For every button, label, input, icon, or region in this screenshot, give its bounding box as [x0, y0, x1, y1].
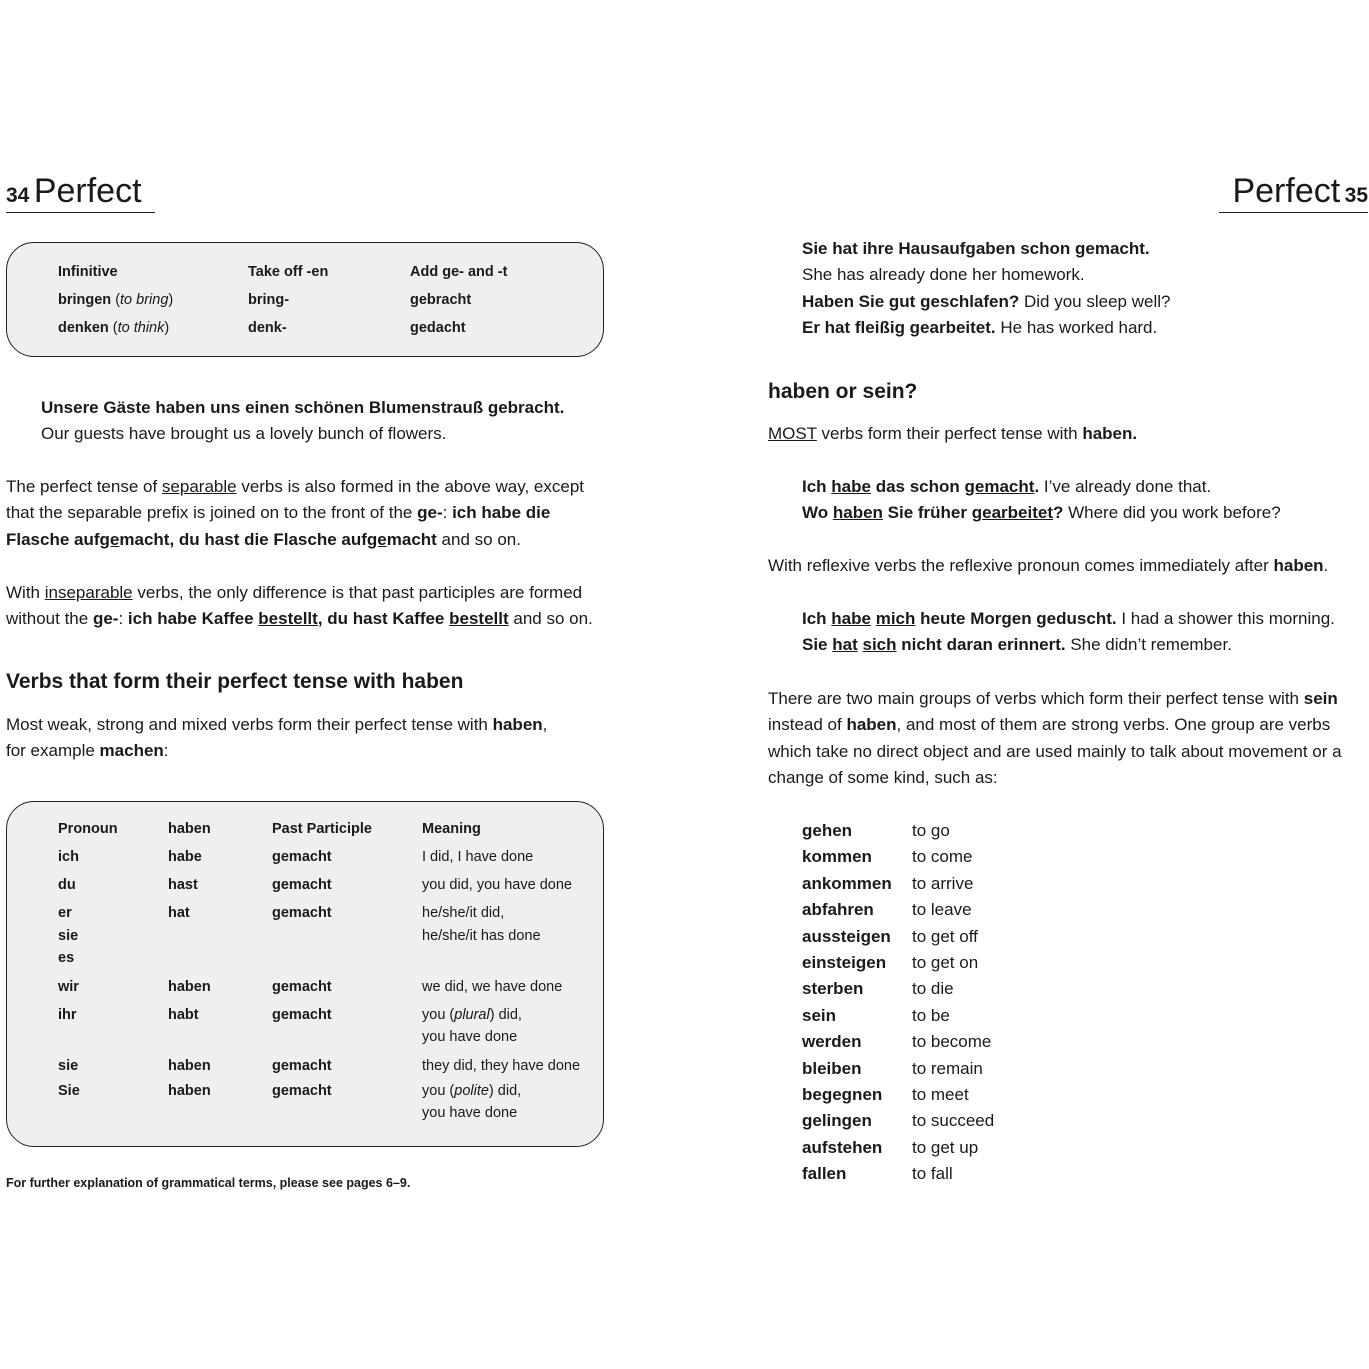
- table-row: du hast gemacht you did, you have done: [58, 877, 572, 893]
- example-german: Er hat fleißig gearbeitet.: [802, 318, 996, 338]
- table-row: denken (to think) denk- gedacht: [58, 314, 507, 342]
- table-row: ich habe gemacht I did, I have done: [58, 849, 534, 865]
- table-header: Add ge- and -t: [410, 264, 508, 280]
- example-line: Ich habe das schon gemacht. I’ve already done that.: [802, 477, 1212, 496]
- list-item: ankommen to arrive: [802, 873, 974, 893]
- table-header: Infinitive: [58, 264, 118, 280]
- infinitive: denken: [58, 320, 109, 336]
- list-item: aussteigen to get off: [802, 926, 978, 946]
- list-item: werden to become: [802, 1032, 992, 1052]
- page-number: 35: [1344, 184, 1368, 207]
- gloss: to bring: [120, 292, 169, 308]
- table-row: wir haben gemacht we did, we have done: [58, 978, 563, 995]
- table-row: bringen (to bring) bring- gebracht: [58, 286, 507, 314]
- example-english: She has already done her homework.: [802, 265, 1085, 285]
- list-item: sein to be: [802, 1005, 950, 1025]
- example-block: [41, 395, 611, 448]
- list-item: sterben to die: [802, 979, 954, 999]
- list-item: begegnen to meet: [802, 1085, 969, 1105]
- example-english: Did you sleep well?: [1019, 291, 1171, 311]
- list-item: gelingen to succeed: [802, 1111, 995, 1131]
- paragraph-separable: The perfect tense of separable verbs is also formed in the above way, except that the separable prefix is joined on to the front of the ge-: ich habe die Flasche aufgemacht, du hast die Flasche aufgemacht and so on.: [6, 477, 585, 549]
- paragraph-reflexive: With reflexive verbs the reflexive pronoun comes immediately after haben.: [768, 556, 1329, 575]
- example-german: Unsere Gäste haben uns einen schönen Blumenstrauß gebracht.: [41, 398, 565, 417]
- table-header: Past Participle: [272, 821, 372, 837]
- page-title: Perfect: [33, 172, 142, 210]
- table-header: Meaning: [422, 821, 481, 837]
- table-header: haben: [168, 821, 211, 837]
- table-header: Take off -en: [248, 264, 329, 280]
- paragraph-inseparable: With inseparable verbs, the only difference is that past participles are formed without the ge-: ich habe Kaffee bestellt, du hast Kaffee bestellt and so on.: [6, 583, 593, 629]
- list-item: einsteigen to get on: [802, 953, 979, 973]
- example-line: Sie hat sich nicht daran erinnert. She didn’t remember.: [802, 635, 1232, 655]
- verb-list: [802, 818, 994, 1188]
- example-german: Haben Sie gut geschlafen?: [802, 291, 1020, 311]
- example-english: He has worked hard.: [995, 318, 1158, 338]
- table-header: Pronoun: [58, 821, 118, 837]
- participle: gebracht: [410, 292, 472, 308]
- left-page: [0, 0, 620, 1369]
- example-german: Sie hat ihre Hausaufgaben schon gemacht.: [802, 239, 1150, 258]
- page-number: 34: [6, 184, 30, 207]
- stem: bring-: [248, 292, 290, 308]
- paragraph-intro: Most weak, strong and mixed verbs form their perfect tense with haben, for example machen:: [6, 715, 548, 761]
- right-page-header: [1219, 172, 1368, 213]
- table-row: Sie haben gemacht you (polite) did, you have done: [58, 1082, 522, 1121]
- example-line: Wo haben Sie früher gearbeitet? Where did you work before?: [802, 503, 1281, 523]
- participle: gedacht: [410, 320, 466, 336]
- example-block: [802, 474, 1368, 527]
- infinitive: bringen: [58, 292, 112, 308]
- list-item: fallen to fall: [802, 1164, 953, 1184]
- page-title: Perfect: [1232, 172, 1341, 210]
- paragraph-most: MOST verbs form their perfect tense with haben.: [768, 424, 1138, 443]
- list-item: gehen to go: [802, 821, 950, 840]
- example-line: Ich habe mich heute Morgen geduscht. I had a shower this morning.: [802, 609, 1335, 628]
- haben-conjugation-table: [6, 801, 604, 1147]
- list-item: abfahren to leave: [802, 900, 972, 920]
- section-heading: haben or sein?: [768, 380, 918, 403]
- left-page-header: [6, 172, 155, 213]
- footnote: For further explanation of grammatical terms, please see pages 6–9.: [6, 1176, 411, 1190]
- table-row: er sie es hat gemacht he/she/it did, he/she/it has done: [58, 905, 541, 966]
- example-block: [802, 606, 1368, 659]
- table-row: ihr habt gemacht you (plural) did, you have done: [58, 1006, 522, 1045]
- paragraph-groups: There are two main groups of verbs which form their perfect tense with sein instead of haben, and most of them are strong verbs. One group are verbs which take no direct object and are used mainly to talk about movement or a change of some kind, such as:: [768, 689, 1342, 788]
- list-item: bleiben to remain: [802, 1058, 983, 1078]
- section-heading: Verbs that form their perfect tense with haben: [6, 670, 464, 693]
- example-block: [802, 236, 1368, 342]
- right-page: [768, 0, 1368, 1369]
- gloss: to think: [117, 320, 165, 336]
- table-row: sie haben gemacht they did, they have done: [58, 1057, 581, 1074]
- stem: denk-: [248, 320, 287, 336]
- list-item: kommen to come: [802, 847, 973, 867]
- participle-formation-table: [6, 242, 604, 357]
- example-english: Our guests have brought us a lovely bunch of flowers.: [41, 424, 447, 444]
- list-item: aufstehen to get up: [802, 1137, 979, 1157]
